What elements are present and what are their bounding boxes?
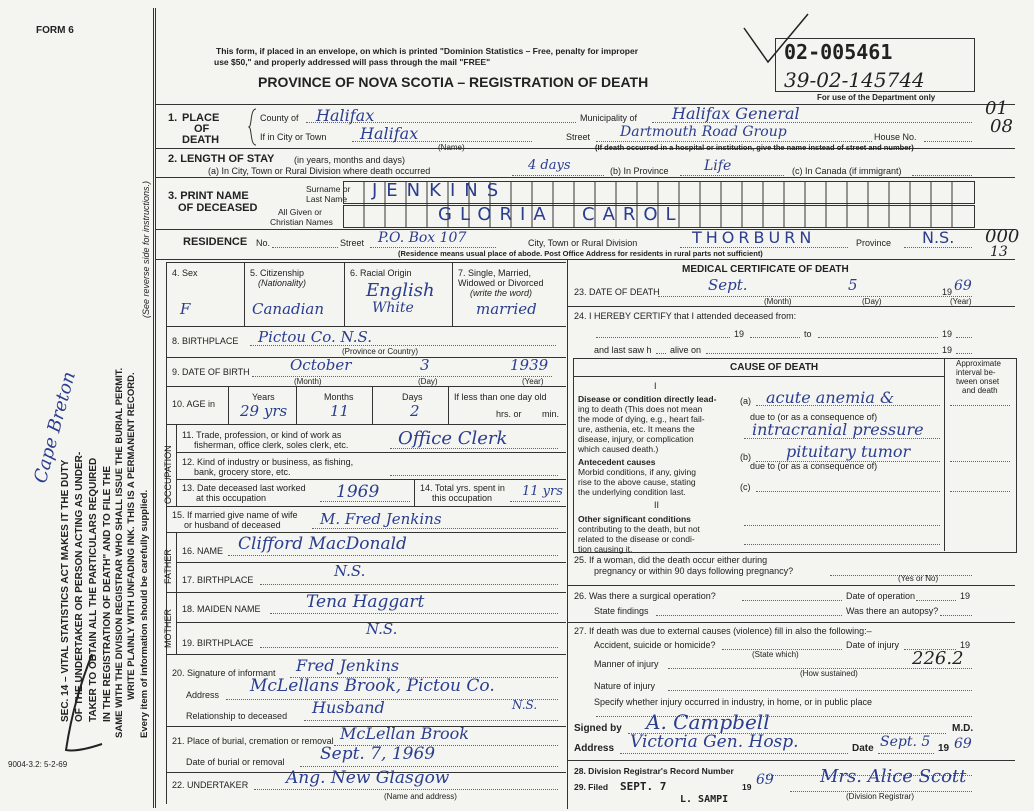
relationship-line [304,720,558,721]
informant-address-label: Address [186,690,220,700]
manner-code: 226.2 [912,648,964,669]
how-sustained-caption: (How sustained) [800,669,858,678]
rule [155,229,1015,230]
undertaker-value: Ang. New Glasgow [286,768,450,788]
cause-b-tag: (b) [740,452,751,462]
dod-year: 69 [954,278,972,294]
municipality-label: Municipality of [580,113,638,123]
racial-origin-value-2: White [372,300,414,316]
racial-origin-label: 6. Racial Origin [350,268,412,278]
dob-label: 9. DATE OF BIRTH [172,367,250,377]
disease-desc-2: ing to death (This does not mean [578,404,703,414]
mother-birthplace-line [260,647,558,648]
mother-birthplace-label: 19. BIRTHPLACE [182,638,254,648]
side-handwritten-note: Cape Breton [30,369,80,486]
disease-desc-6: which caused death.) [578,444,659,454]
rule [155,259,1015,260]
injury-date-label: Date of injury [846,640,900,650]
burial-date-line [300,766,558,767]
interval-a-line [950,405,1010,406]
residence-street-value: P.O. Box 107 [378,230,467,246]
cause-c-tag: (c) [740,482,751,492]
side-initial-mark-icon [52,650,112,760]
findings-line [656,615,842,616]
roman-one: I [654,381,657,391]
father-name-label: 16. NAME [182,546,224,556]
trade-label: 11. Trade, profession, or kind of work as [182,430,342,440]
other-conditions-label: Other significant conditions [578,514,691,524]
birthplace-value: Pictou Co. N.S. [258,328,373,346]
undertaker-line [254,789,558,790]
birthplace-caption: (Province or Country) [342,347,419,356]
dob-month: October [290,356,352,374]
rule [176,479,566,480]
given-label: All Given or [278,207,322,217]
rule [573,376,944,377]
code-08: 08 [990,116,1013,137]
other-conditions-desc-3: tion causing it. [578,544,633,554]
certify-year-b-line [956,337,972,338]
check-mark-icon [742,10,812,68]
roman-two: II [654,500,660,510]
side-margin-rule-2 [153,8,154,808]
other-line-2 [744,544,940,545]
residence-no-label: No. [256,238,271,248]
mailing-notice-2: use $50," and properly addressed will pass through the mail "FREE" [214,57,491,67]
rule [166,506,566,507]
rule [166,532,566,533]
rule [567,622,1015,623]
nature-label: Nature of injury [594,681,656,691]
interval-header-4: and death [962,386,998,395]
mailing-notice: This form, if placed in an envelope, on which is printed "Dominion Statistics – Free, penalty for improper [216,46,639,56]
signed-date-19: 19 [938,743,950,754]
due-to-b: due to (or as a consequence of) [750,461,878,471]
father-birthplace-label: 17. BIRTHPLACE [182,575,254,585]
antecedent-label: Antecedent causes [578,457,656,467]
column-divider [567,259,568,809]
disease-desc-3: the mode of dying, e.g., heart fail- [578,414,705,424]
code-000: 000 [985,226,1020,247]
pregnancy-label: 25. If a woman, did the death occur either during [574,555,768,565]
side-instruction-8: (See reverse side for instructions.) [141,180,151,318]
citizenship-sublabel: (Nationality) [258,278,307,288]
last-saw-year-line [956,353,972,354]
certify-year-a-line [750,337,800,338]
side-instruction-1: SEC. 14 – VITAL STATISTICS ACT MAKES IT THE DUTY [60,459,71,722]
due-to-a: due to (or as a consequence of) [750,412,878,422]
form-footer-code: 9004-3.2: 5-2-69 [8,760,68,769]
medical-title: MEDICAL CERTIFICATE OF DEATH [682,264,849,275]
yes-no-caption: (Yes or No) [898,574,939,583]
relationship-value: Husband [312,698,385,717]
total-years-label-2: this occupation [432,493,493,503]
citizenship-value: Canadian [252,300,325,318]
burial-place-label: 21. Place of burial, cremation or removal [172,736,334,746]
industry-line [390,475,558,476]
specify-label: Specify whether injury occurred in industry, in home, or in public place [594,697,872,707]
rule [244,262,245,326]
cause-title: CAUSE OF DEATH [730,362,819,373]
given-label-2: Christian Names [270,217,333,227]
filed-year: 69 [756,772,774,788]
surname-label-2: Last Name [306,194,348,204]
physician-address-line [620,753,848,754]
registration-number-handwritten: 39-02-145744 [784,68,925,92]
informant-address-line [226,699,558,700]
certify-to-line [818,337,938,338]
street-line [596,141,872,142]
cause-a-value: acute anemia & [766,388,895,407]
county-label: County of [260,113,299,123]
age-years: 29 yrs [240,402,288,420]
place-label-death: DEATH [182,134,220,146]
disease-desc-5: disease, injury, or complication [578,434,694,444]
place-num: 1. [168,112,178,124]
nature-line [668,690,972,691]
dod-month: Sept. [708,276,748,294]
autopsy-label: Was there an autopsy? [846,606,939,616]
sex-value: F [180,300,191,318]
surname-label: Surname or [306,184,351,194]
dob-year: 1939 [510,356,549,374]
rule [166,262,566,263]
last-worked-value: 1969 [336,482,380,502]
city-value: Halifax [360,124,419,143]
side-instruction-5: SAME WITH THE DIVISION REGISTRAR WHO SHALL ISSUE THE BURIAL PERMIT. [114,367,125,738]
rule [155,104,1015,105]
interval-header-3: tween onset [956,377,1000,386]
trade-value: Office Clerk [398,428,508,449]
rule [414,479,415,506]
mother-name-label: 18. MAIDEN NAME [182,604,261,614]
signed-date-line [878,753,934,754]
dob-day-caption: (Day) [418,377,438,386]
age-years-header: Years [252,392,275,402]
house-no-label: House No. [874,132,917,142]
code-13: 13 [990,244,1008,260]
rule [567,760,1015,761]
filed-date: SEPT. 7 [620,780,667,793]
alive-on-label: alive on [670,345,702,355]
external-causes-label: 27. If death was due to external causes (violence) fill in also the following:– [574,626,872,636]
city-name-caption: (Name) [438,143,465,152]
spouse-label-2: or husband of deceased [184,520,281,530]
house-no-line [924,141,972,142]
hospital-note: (If death occurred in a hospital or institution, give the name instead of street and number) [595,143,914,152]
other-conditions-desc-2: related to the disease or condi- [578,534,695,544]
occupation-tag: OCCUPATION [163,445,173,504]
sex-label: 4. Sex [172,268,198,278]
last-saw-label: and last saw h [594,345,652,355]
spouse-value: M. Fred Jenkins [320,510,442,528]
interval-header: Approximate [956,359,1001,368]
other-conditions-desc: contributing to the death, but not [578,524,700,534]
cause-a2-value: intracranial pressure [752,420,924,439]
mother-birthplace-value: N.S. [366,620,398,638]
dod-day: 5 [848,276,858,294]
certify-19b: 19 [942,329,953,339]
burial-date-label: Date of burial or removal [186,757,285,767]
residence-city-label: City, Town or Rural Division [528,238,638,248]
industry-label-2: bank, grocery store, etc. [194,467,291,477]
surname-value: JENKINS [372,180,508,201]
stay-sublabel: (in years, months and days) [294,155,406,165]
place-brace-icon [248,108,258,146]
other-line-1 [744,525,940,526]
mother-name-line [270,613,558,614]
rule [166,424,566,425]
rule [166,654,566,655]
rule [567,585,1015,586]
dob-day: 3 [420,356,430,374]
dod-year-caption: (Year) [950,297,972,306]
disease-desc-4: ure, asthenia, etc. It means the [578,424,695,434]
undertaker-label: 22. UNDERTAKER [172,780,249,790]
father-birthplace-value: N.S. [334,562,366,580]
signed-by-label: Signed by [574,723,622,734]
filed-19: 19 [742,782,752,792]
age-lt-day-header: If less than one day old [454,392,547,402]
registration-number: 02-005461 [784,40,893,64]
rule [155,177,1015,178]
burial-place-value: McLellan Brook [340,724,469,743]
certify-to: to [804,329,812,339]
spouse-label: 15. If married give name of wife [172,510,298,520]
registrar-signature: Mrs. Alice Scott [820,766,967,787]
antecedent-desc-2: rise to the above cause, stating [578,477,696,487]
residence-note: (Residence means usual place of abode. Post Office Address for residents in rural parts not sufficient) [398,249,763,258]
form-title: PROVINCE OF NOVA SCOTIA – REGISTRATION OF DEATH [258,74,649,90]
side-margin-rule [155,8,156,808]
last-worked-label: 13. Date deceased last worked [182,483,306,493]
residence-street-line [370,247,496,248]
signed-date-value: Sept. 5 [880,734,931,750]
physician-signature: A. Campbell [646,710,770,734]
interval-c-line [950,491,1010,492]
rule [166,386,566,387]
informant-address-value: McLellans Brook, Pictou Co. [250,676,495,696]
mother-tag: MOTHER [163,609,173,648]
residence-province-label: Province [856,238,892,248]
surgery-line [742,600,842,601]
relationship-label: Relationship to deceased [186,711,288,721]
stay-c-label: (c) In Canada (if immigrant) [792,166,902,176]
signed-date-year: 69 [954,736,972,752]
dob-month-caption: (Month) [294,377,322,386]
city-label: If in City or Town [260,132,327,142]
father-name-line [228,555,558,556]
interval-b-line [950,461,1010,462]
rule [176,562,566,563]
last-worked-label-2: at this occupation [196,493,267,503]
physician-address-label: Address [574,743,615,754]
record-number-label: 28. Division Registrar's Record Number [574,766,734,776]
total-years-value: 11 yrs [522,484,563,499]
side-instruction-7: Every item of information should be carefully supplied. [139,489,150,738]
marital-label-2: Widowed or Divorced [458,278,544,288]
interval-column-rule [944,358,945,551]
antecedent-desc-3: the underlying condition last. [578,487,686,497]
surgery-label: 26. Was there a surgical operation? [574,591,716,601]
age-months: 11 [330,402,350,420]
filed-label: 29. Filed [574,782,609,792]
marital-value: married [476,300,537,318]
informant-address-value-2: N.S. [512,698,538,712]
dod-year-prefix: 19 [942,287,953,297]
rule [166,262,167,804]
rule [166,326,566,327]
stay-label: 2. LENGTH OF STAY [168,153,275,165]
operation-date-label: Date of operation [846,591,916,601]
antecedent-desc: Morbid conditions, if any, giving [578,467,696,477]
residence-city-line [680,247,848,248]
md-label: M.D. [952,723,974,734]
burial-date-value: Sept. 7, 1969 [320,744,436,764]
rule [176,424,177,506]
marital-label: 7. Single, Married, [458,268,532,278]
stay-a-label: (a) In City, Town or Rural Division where death occurred [208,166,431,176]
dod-day-caption: (Day) [862,297,882,306]
total-years-label: 14. Total yrs. spent in [420,483,505,493]
age-label: 10. AGE in [172,399,216,409]
stay-b-label: (b) In Province [610,166,669,176]
father-birthplace-line [260,584,558,585]
spouse-line [312,528,558,529]
side-instruction-2: OF THE UNDERTAKER OR PERSON ACTING AS UNDER- [74,451,85,722]
cause-a-tag: (a) [740,396,751,406]
last-saw-line [656,353,666,354]
certify-19a: 19 [734,329,745,339]
registrar-caption: (Division Registrar) [846,792,915,801]
rule [176,452,566,453]
side-instruction-6: WRITE PLAINLY WITH UNFADING INK. THIS IS A PERMANENT RECORD. [126,372,137,700]
operation-date-line [916,600,956,601]
racial-origin-value: English [366,280,435,301]
mother-name-value: Tena Haggart [306,592,425,612]
accident-label: Accident, suicide or homicide? [594,640,716,650]
residence-province-line [904,247,972,248]
citizenship-label: 5. Citizenship [250,268,305,278]
stay-a-line [512,175,604,176]
father-name-value: Clifford MacDonald [238,534,407,554]
total-years-line [510,501,560,502]
stay-a-value: 4 days [528,158,571,173]
rule [448,386,449,424]
father-tag: FATHER [163,549,173,584]
dod-label: 23. DATE OF DEATH [574,287,660,297]
name-label: 3. PRINT NAME [168,190,249,202]
side-instruction-3: TAKER TO OBTAIN ALL THE PARTICULARS REQUIRED [88,457,99,722]
age-months-header: Months [324,392,354,402]
rule [567,306,1015,307]
certify-label: 24. I HEREBY CERTIFY that I attended deceased from: [574,311,797,321]
rule [228,386,229,424]
name-label-2: OF DECEASED [178,202,258,214]
residence-label: RESIDENCE [183,236,248,248]
municipality-value: Halifax General [672,104,800,123]
industry-label: 12. Kind of industry or business, as fishing, [182,457,354,467]
age-min-label: min. [542,409,560,419]
cause-b-value: pituitary tumor [786,442,911,461]
street-value: Dartmouth Road Group [620,124,787,140]
residence-street-label: Street [340,238,365,248]
age-hrs-label: hrs. or [496,409,522,419]
given-name-1: GLORIA [438,204,554,225]
autopsy-line [940,615,972,616]
code-01: 01 [985,98,1008,119]
pregnancy-label-2: pregnancy or within 90 days following pregnancy? [594,566,794,576]
state-which-caption: (State which) [752,650,799,659]
last-saw-19: 19 [942,345,953,355]
findings-label: State findings [594,606,649,616]
informant-label: 20. Signature of informant [172,668,276,678]
manner-label: Manner of injury [594,659,659,669]
injury-19: 19 [960,640,971,650]
physician-address-value: Victoria Gen. Hosp. [630,732,799,752]
form-number: FORM 6 [36,25,74,36]
rule [166,357,566,358]
stay-b-value: Life [704,158,732,174]
alive-on-line [706,353,938,354]
given-name-2: CAROL [582,204,684,225]
interval-header-2: interval be- [956,368,996,377]
side-instruction-4: IN THE REGISTRATION OF DEATH" AND TO FILE THE [102,465,113,722]
place-label: PLACE [182,112,220,124]
clerk-stamp: L. SAMPI [680,794,729,805]
dod-month-caption: (Month) [764,297,792,306]
rule [176,592,177,654]
rule [452,262,453,326]
dod-line [658,296,972,297]
birthplace-label: 8. BIRTHPLACE [172,336,239,346]
marital-label-3: (write the word) [470,288,533,298]
age-days: 2 [410,402,420,420]
place-label-of: OF [194,123,210,135]
department-note: For use of the Department only [817,93,936,102]
disease-desc: Disease or condition directly lead- [578,394,717,404]
age-days-header: Days [402,392,423,402]
street-label: Street [566,132,591,142]
informant-value: Fred Jenkins [296,656,400,675]
signed-date-label: Date [852,743,874,754]
trade-label-2: fisherman, office clerk, soles clerk, etc. [194,440,349,450]
rule [372,386,373,424]
certify-from-line [596,337,730,338]
operation-19: 19 [960,591,971,601]
undertaker-caption: (Name and address) [384,792,457,801]
stay-c-line [912,175,972,176]
stay-b-line [680,175,784,176]
cause-c-line [756,491,940,492]
residence-no-line [272,247,338,248]
residence-city-value: THORBURN [692,228,816,247]
rule [296,386,297,424]
residence-province-value: N.S. [922,228,955,247]
rule [344,262,345,326]
county-value: Halifax [316,106,375,125]
dob-year-caption: (Year) [522,377,544,386]
